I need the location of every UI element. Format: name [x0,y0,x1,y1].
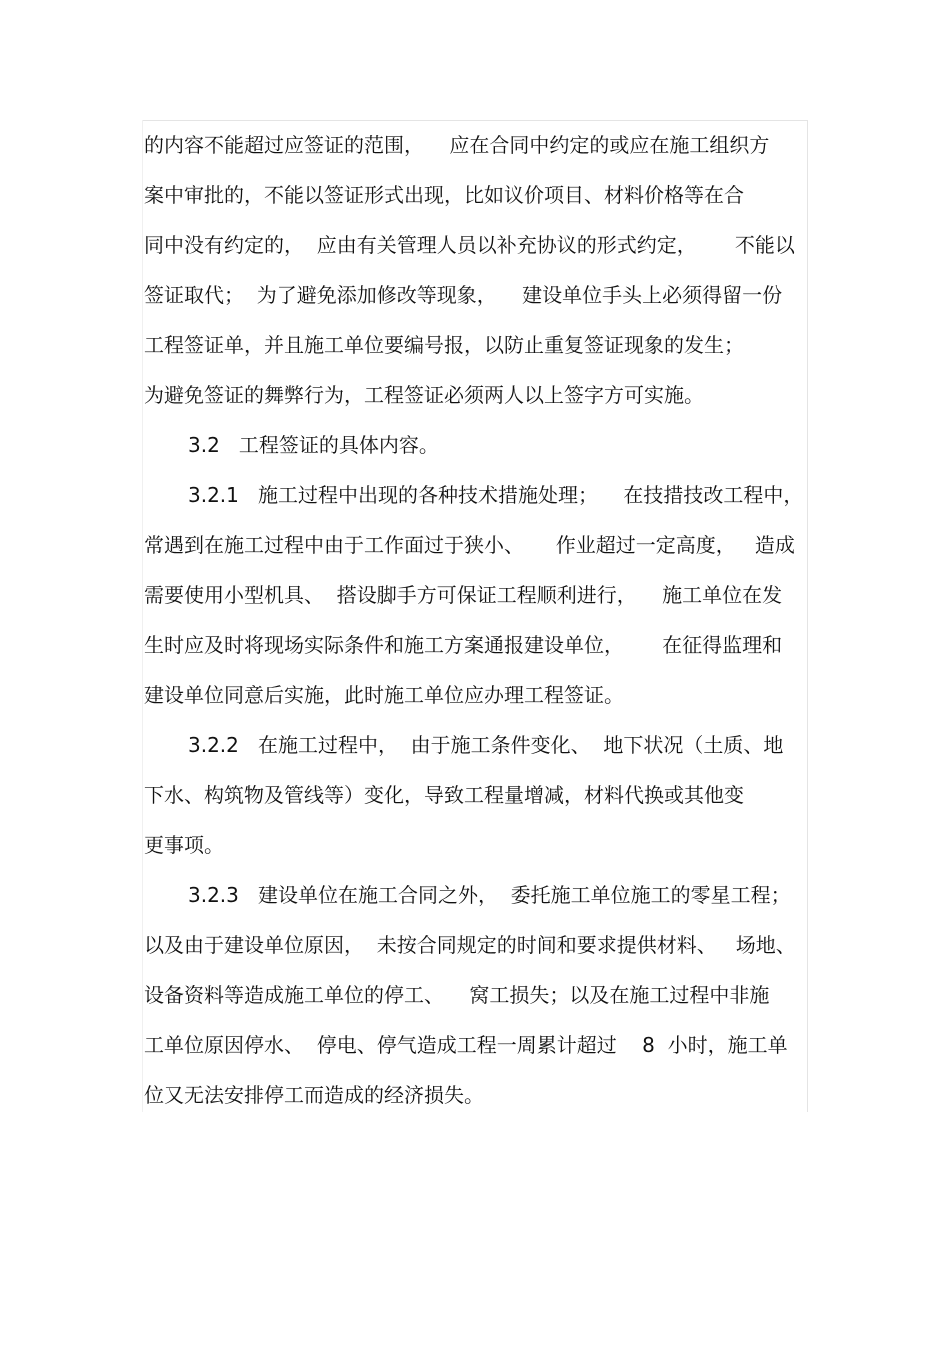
text-line: 下水、构筑物及管线等）变化，导致工程量增减，材料代换或其他变 [144,783,744,807]
text-line: 签证取代； 为了避免添加修改等现象， 建设单位手头上必须得留一份 [144,283,783,307]
text-line: 生时应及时将现场实际条件和施工方案通报建设单位， 在征得监理和 [144,633,783,657]
text-line: 为避免签证的舞弊行为，工程签证必须两人以上签字方可实施。 [144,383,704,407]
text-line: 设备资料等造成施工单位的停工、 窝工损失；以及在施工过程中非施 [144,983,770,1007]
text-line: 的内容不能超过应签证的范围， 应在合同中约定的或应在施工组织方 [144,133,770,157]
document-body [144,120,806,1120]
text-line: 更事项。 [144,833,224,857]
section-3-2-1-first-line: 3.2.1 施工过程中出现的各种技术措施处理； 在技措技改工程中， [188,483,804,507]
text-line: 常遇到在施工过程中由于工作面过于狭小、 作业超过一定高度， 造成 [144,533,795,557]
section-3-2-3-first-line: 3.2.3 建设单位在施工合同之外， 委托施工单位施工的零星工程； [188,883,791,907]
page-frame-right-border [807,120,808,1112]
text-line: 位又无法安排停工而造成的经济损失。 [144,1083,484,1107]
page-frame-left-border [142,120,143,1112]
text-line: 建设单位同意后实施，此时施工单位应办理工程签证。 [144,683,624,707]
section-heading-3-2: 3.2 工程签证的具体内容。 [188,433,439,457]
text-line: 需要使用小型机具、 搭设脚手方可保证工程顺利进行， 施工单位在发 [144,583,783,607]
text-line: 同中没有约定的， 应由有关管理人员以补充协议的形式约定， 不能以 [144,233,795,257]
section-3-2-2-first-line: 3.2.2 在施工过程中， 由于施工条件变化、 地下状况（土质、地 [188,733,784,757]
text-line: 工程签证单，并且施工单位要编号报，以防止重复签证现象的发生； [144,333,744,357]
text-line: 以及由于建设单位原因， 未按合同规定的时间和要求提供材料、 场地、 [144,933,796,957]
text-line: 工单位原因停水、 停电、停气造成工程一周累计超过 8 小时，施工单 [144,1033,788,1057]
text-line: 案中审批的，不能以签证形式出现，比如议价项目、材料价格等在合 [144,183,744,207]
